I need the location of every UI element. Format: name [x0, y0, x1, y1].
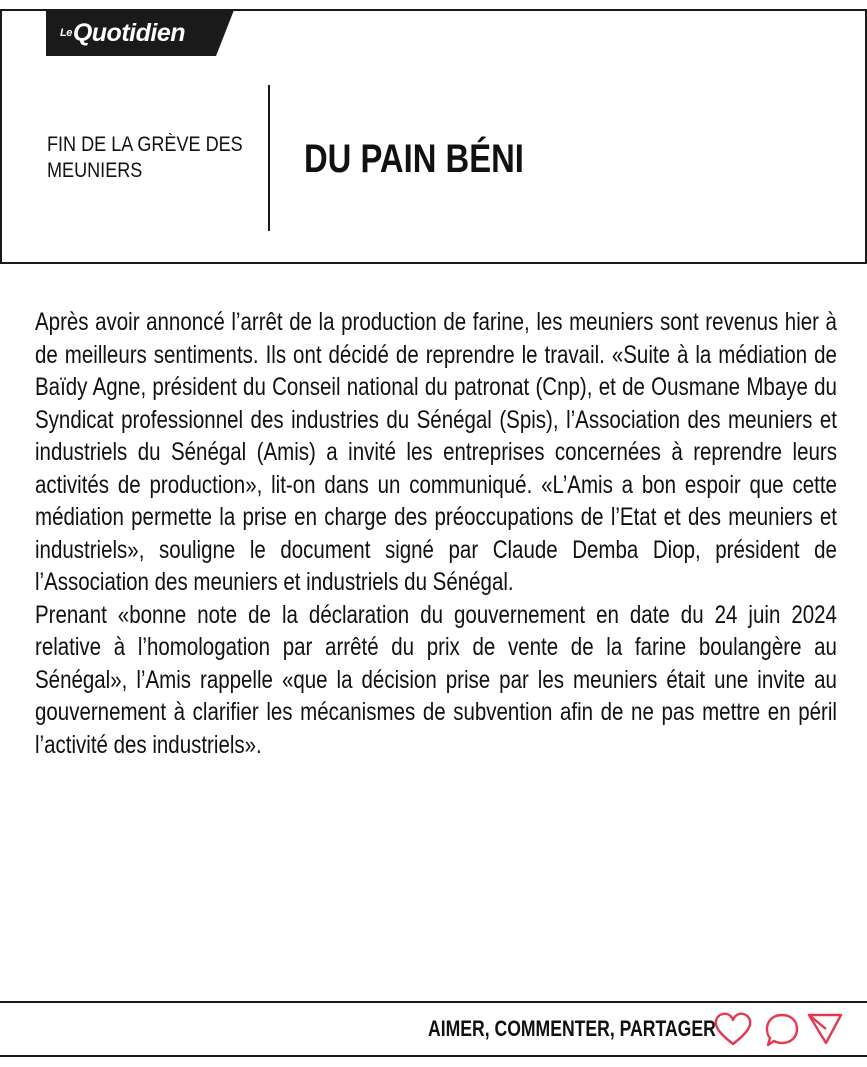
logo-name: Quotidien	[72, 18, 185, 47]
comment-icon[interactable]	[763, 1011, 801, 1049]
article-paragraph: Prenant «bonne note de la déclaration du gouvernement en date du 24 juin 2024 relative à l’homologation par arrêté du prix de vente de la farine boulangère au Sénégal», l’Amis rappelle «que la décision prise par les meuniers était une invite au gouvernement à clarifier les mécanismes de subvention afin de ne pas mettre en péril l’activité des industriels».	[35, 600, 837, 759]
share-icon[interactable]	[806, 1011, 844, 1047]
logo-wordmark	[46, 10, 226, 56]
share-cta: AIMER, COMMENTER, PARTAGER	[428, 1016, 716, 1041]
article-body	[35, 306, 837, 761]
article-paragraph: Après avoir annoncé l’arrêt de la production de farine, les meuniers sont revenus hier à de meilleurs sentiments. Ils ont décidé de reprendre le travail. «Suite à la médiation de Baïdy Agne, président du Conseil national du patronat (Cnp), et de Ousmane Mbaye du Syndicat professionnel des industries du Sénégal (Spis), l’Association des meuniers et industriels du Sénégal (Amis) a invité les entreprises concernées à reprendre leurs activités de production», lit-on dans un communiqué. «L’Amis a bon espoir que cette médiation permette la prise en charge des préoccupations de l’Etat et des meuniers et industriels», souligne le document signé par Claude Demba Diop, président de l’Association des meuniers et industriels du Sénégal.	[35, 308, 837, 596]
heart-icon[interactable]	[713, 1011, 753, 1047]
brand-logo	[46, 10, 234, 56]
header-left-rule	[0, 9, 2, 264]
header-divider	[268, 85, 270, 231]
footer-top-rule	[0, 1001, 867, 1003]
footer-bottom-rule	[0, 1055, 867, 1057]
article-kicker: FIN DE LA GRÈVE DES MEUNIERS	[47, 133, 243, 182]
logo-prefix: Le	[60, 27, 72, 39]
article-headline: DU PAIN BÉNI	[304, 137, 524, 181]
header-bottom-rule	[0, 262, 867, 264]
